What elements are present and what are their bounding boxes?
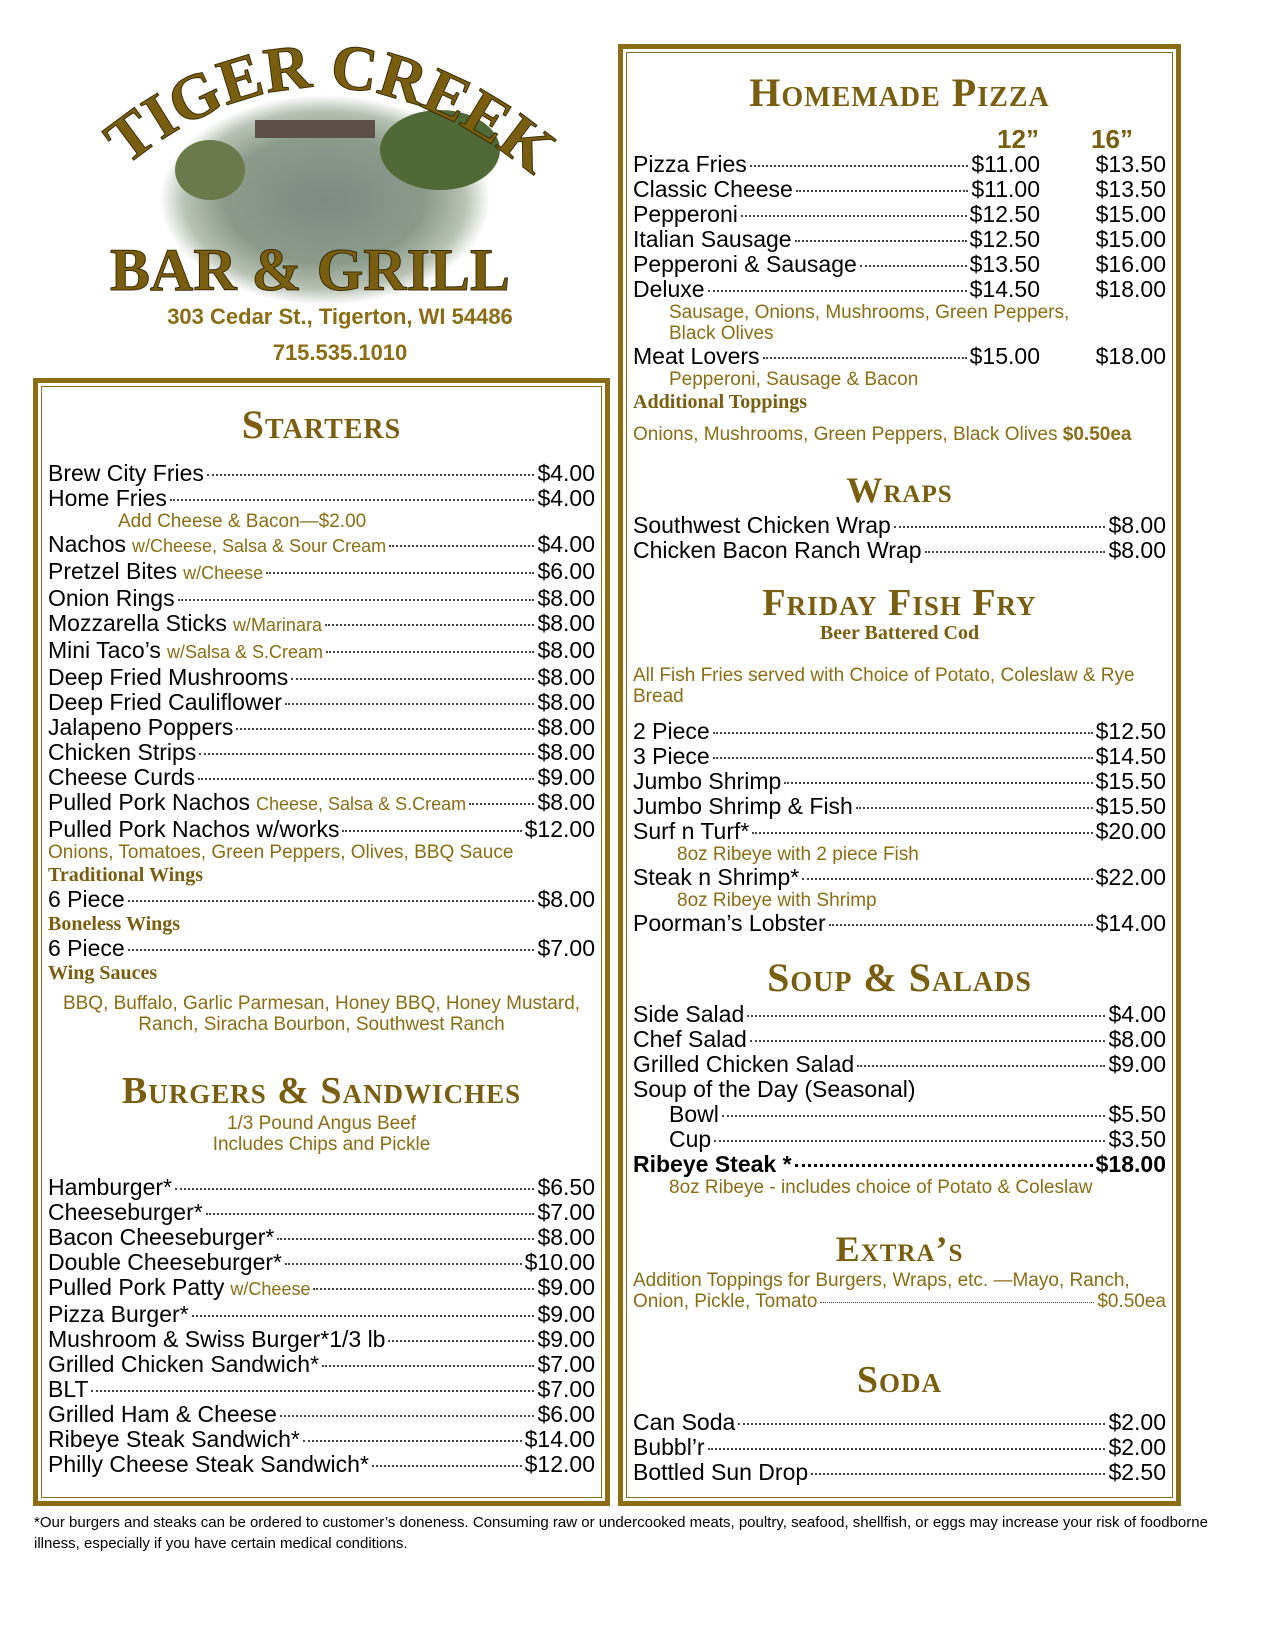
wing-sauces-line1: BBQ, Buffalo, Garlic Parmesan, Honey BBQ, Honey Mustard,: [62, 993, 581, 1014]
boneless-wings-label: Boneless Wings: [48, 913, 181, 935]
deluxe-desc1: Sausage, Onions, Mushrooms, Green Peppers,: [669, 302, 1070, 323]
wing-sauces-line2: Ranch, Siracha Bourbon, Southwest Ranch: [138, 1014, 505, 1035]
menu-item: Onion Rings $8.00: [48, 585, 595, 611]
ribeye-desc: 8oz Ribeye - includes choice of Potato & Coleslaw: [669, 1177, 1093, 1198]
menu-item: Pizza Fries $11.00 $13.50: [633, 151, 1166, 177]
burgers-title: Burgers & Sandwiches: [121, 1070, 522, 1112]
menu-item: 3 Piece $14.50: [633, 743, 1166, 769]
pizza-size-header: 12” 16”: [997, 124, 1133, 154]
menu-item: 6 Piece $7.00: [48, 935, 595, 961]
soda-title: Soda: [856, 1359, 943, 1401]
menu-item: Chicken Bacon Ranch Wrap $8.00: [633, 537, 1166, 563]
wing-sauces-label: Wing Sauces: [48, 962, 158, 984]
burgers-sub2: Includes Chips and Pickle: [212, 1134, 431, 1155]
menu-item: Mozzarella Sticks w/Marinara $8.00: [48, 610, 595, 636]
menu-item: Nachos w/Cheese, Salsa & Sour Cream $4.00: [48, 531, 595, 557]
menu-item: Jumbo Shrimp $15.50: [633, 768, 1166, 794]
menu-item: Pulled Pork Nachos Cheese, Salsa & S.Cream $8.00: [48, 789, 595, 815]
pizza-title: Homemade Pizza: [749, 70, 1050, 115]
footnote: *Our burgers and steaks can be ordered to customer’s doneness. Consuming raw or undercooked meats, poultry, seafood, shellfish, or eggs may increase your risk of foodborne illness, especially if you have certain medical conditions.: [34, 1514, 1208, 1552]
menu-item: 2 Piece $12.50: [633, 718, 1166, 744]
left-panel: [33, 378, 610, 1506]
toppings-label: Additional Toppings: [633, 391, 807, 413]
logo-top-text: TIGER CREEK: [91, 30, 569, 187]
menu-item: 6 Piece $8.00: [48, 886, 595, 912]
menu-item: Bacon Cheeseburger* $8.00: [48, 1224, 595, 1250]
menu-item: Mushroom & Swiss Burger*1/3 lb $9.00: [48, 1326, 595, 1352]
works-description: Onions, Tomatoes, Green Peppers, Olives, BBQ Sauce: [48, 842, 514, 863]
menu-item: Poorman’s Lobster $14.00: [633, 910, 1166, 936]
menu-item: Bubbl’r $2.00: [633, 1434, 1166, 1460]
home-fries-addon: Add Cheese & Bacon—$2.00: [118, 511, 367, 532]
fish-title: Friday Fish Fry: [762, 582, 1037, 624]
menu-item: Jalapeno Poppers $8.00: [48, 714, 595, 740]
right-panel: [618, 44, 1181, 1506]
menu-item: Deep Fried Cauliflower $8.00: [48, 689, 595, 715]
menu-item: Brew City Fries $4.00: [48, 460, 595, 486]
menu-item: Cheeseburger* $7.00: [48, 1199, 595, 1225]
menu-item: Classic Cheese $11.00 $13.50: [633, 176, 1166, 202]
menu-item: Meat Lovers $15.00 $18.00: [633, 343, 1166, 369]
logo: [80, 30, 610, 330]
starters-title: Starters: [241, 402, 402, 447]
menu-item: Bowl $5.50: [669, 1101, 1166, 1127]
menu-item: Pulled Pork Nachos w/works $12.00: [48, 816, 595, 842]
menu-item: Southwest Chicken Wrap $8.00: [633, 512, 1166, 538]
pizza-section: [633, 49, 1166, 1485]
menu-item: Grilled Chicken Salad $9.00: [633, 1051, 1166, 1077]
extras-title: Extra’s: [835, 1229, 964, 1269]
address: 303 Cedar St., Tigerton, WI 54486: [167, 304, 513, 329]
menu-item: Bottled Sun Drop $2.50: [633, 1459, 1166, 1485]
steak-shrimp-desc: 8oz Ribeye with Shrimp: [677, 890, 877, 911]
extras-line2: Onion, Pickle, Tomato $0.50ea: [633, 1291, 1166, 1312]
logo-graphic: [80, 30, 610, 330]
menu-item: Pulled Pork Patty w/Cheese $9.00: [48, 1274, 595, 1300]
menu-item: Italian Sausage $12.50 $15.00: [633, 226, 1166, 252]
wraps-title: Wraps: [846, 470, 953, 510]
menu-item: Surf n Turf* $20.00: [633, 818, 1166, 844]
menu-item: Jumbo Shrimp & Fish $15.50: [633, 793, 1166, 819]
menu-item: Pepperoni & Sausage $13.50 $16.00: [633, 251, 1166, 277]
menu-item: Mini Taco’s w/Salsa & S.Cream $8.00: [48, 637, 595, 663]
menu-item: Deluxe $14.50 $18.00: [633, 276, 1166, 302]
menu-item: Ribeye Steak Sandwich* $14.00: [48, 1426, 595, 1452]
menu-item: Steak n Shrimp* $22.00: [633, 864, 1166, 890]
logo-bottom-text: BAR & GRILL: [109, 237, 511, 303]
traditional-wings-label: Traditional Wings: [48, 864, 204, 886]
toppings-line: Onions, Mushrooms, Green Peppers, Black Olives $0.50ea: [633, 424, 1132, 445]
menu-item: Chicken Strips $8.00: [48, 739, 595, 765]
menu-item: Grilled Ham & Cheese $6.00: [48, 1401, 595, 1427]
menu-item: Pretzel Bites w/Cheese $6.00: [48, 558, 595, 584]
soup-of-day: Soup of the Day (Seasonal): [633, 1076, 916, 1102]
menu-item: Chef Salad $8.00: [633, 1026, 1166, 1052]
menu-item: BLT $7.00: [48, 1376, 595, 1402]
menu-item: Cup $3.50: [669, 1126, 1166, 1152]
fish-desc2: Bread: [633, 686, 684, 707]
menu-item: Side Salad $4.00: [633, 1001, 1166, 1027]
meat-lovers-desc: Pepperoni, Sausage & Bacon: [669, 369, 919, 390]
burgers-sub1: 1/3 Pound Angus Beef: [226, 1113, 417, 1134]
menu-item: Pizza Burger* $9.00: [48, 1301, 595, 1327]
menu-item: Ribeye Steak * $18.00: [633, 1151, 1166, 1177]
starters-section: [48, 383, 595, 1477]
menu-item: Deep Fried Mushrooms $8.00: [48, 664, 595, 690]
menu-item: Hamburger* $6.50: [48, 1174, 595, 1200]
phone: 715.535.1010: [272, 340, 408, 365]
menu-item: Home Fries $4.00: [48, 485, 595, 511]
fish-desc1: All Fish Fries served with Choice of Potato, Coleslaw & Rye: [633, 665, 1135, 686]
menu-item: Pepperoni $12.50 $15.00: [633, 201, 1166, 227]
deluxe-desc2: Black Olives: [669, 323, 774, 344]
soup-title: Soup & Salads: [767, 955, 1032, 1000]
menu-item: Grilled Chicken Sandwich* $7.00: [48, 1351, 595, 1377]
menu-item: Double Cheeseburger* $10.00: [48, 1249, 595, 1275]
fish-subtitle: Beer Battered Cod: [819, 622, 980, 644]
menu-item: Philly Cheese Steak Sandwich* $12.00: [48, 1451, 595, 1477]
extras-line1: Addition Toppings for Burgers, Wraps, etc. —Mayo, Ranch,: [633, 1270, 1130, 1291]
menu-item: Cheese Curds $9.00: [48, 764, 595, 790]
menu-item: Can Soda $2.00: [633, 1409, 1166, 1435]
surf-desc: 8oz Ribeye with 2 piece Fish: [677, 844, 919, 865]
